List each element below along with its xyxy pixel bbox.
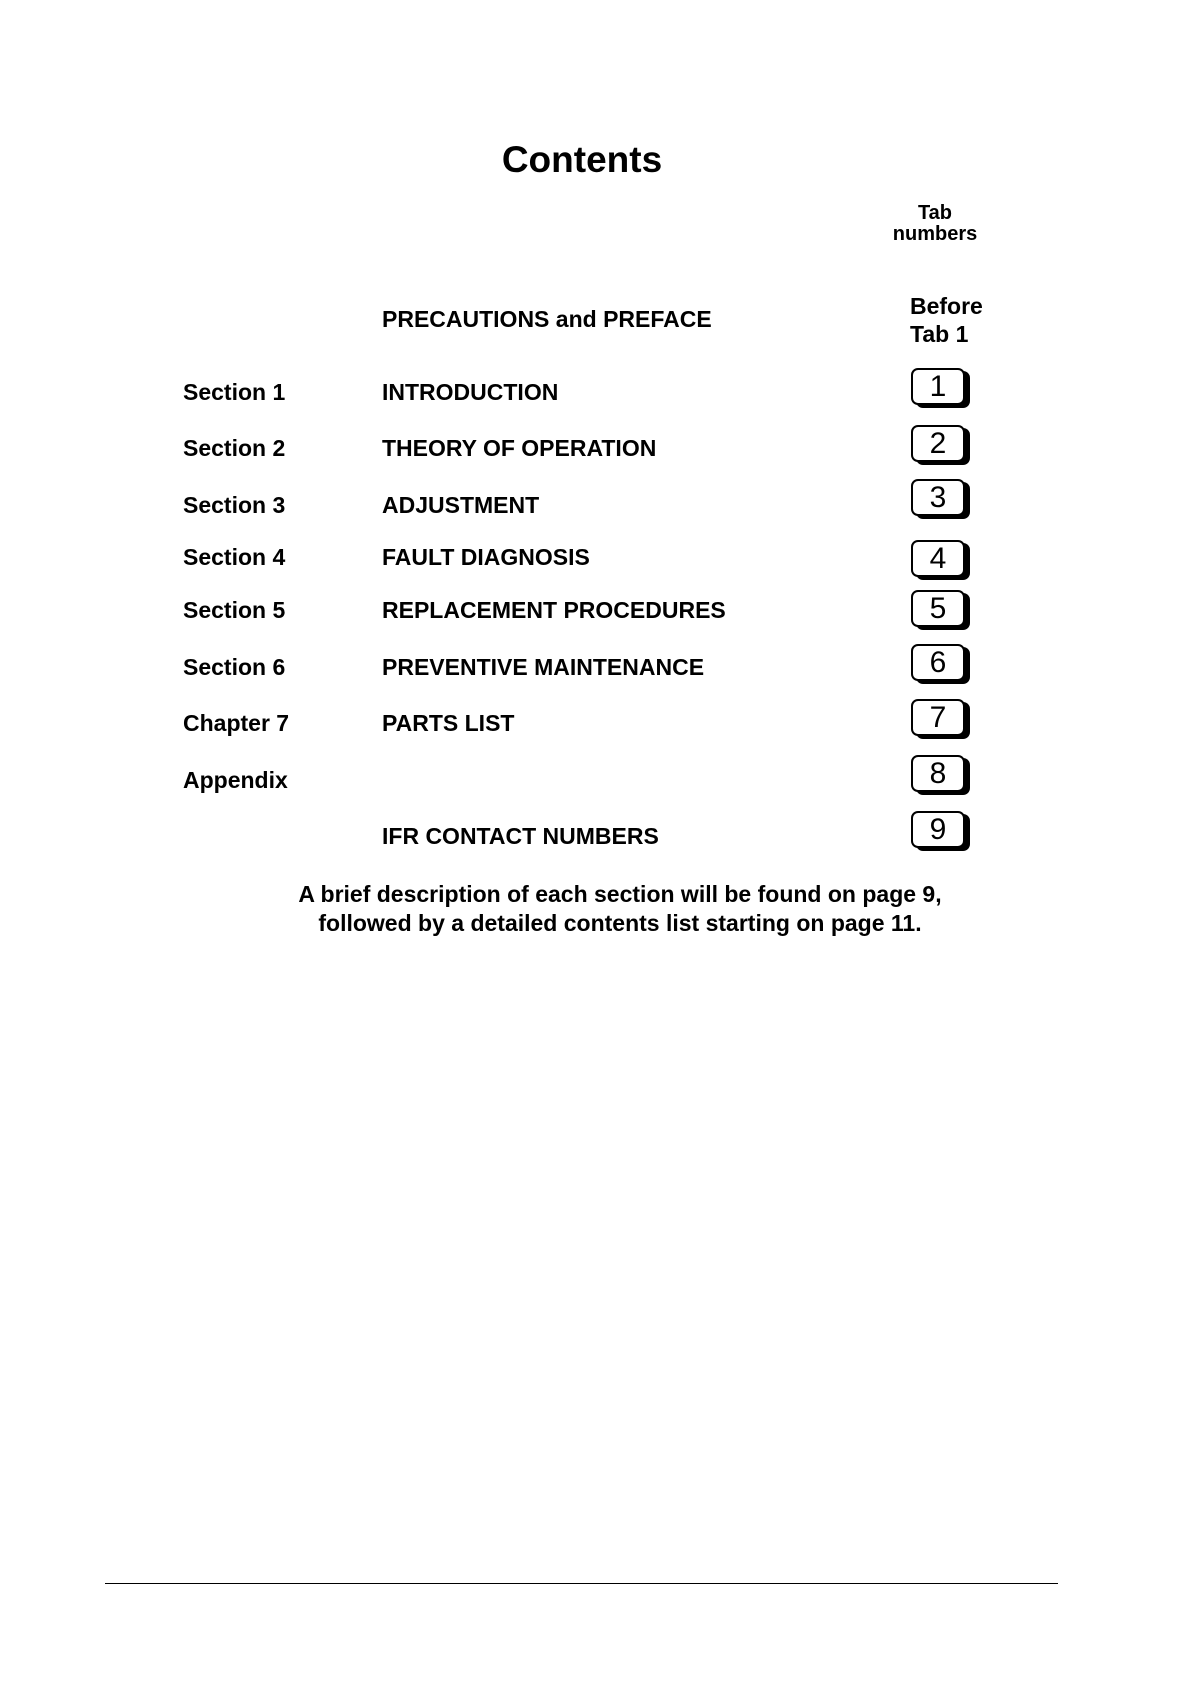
note-line2: followed by a detailed contents list starting on page 11. — [318, 910, 922, 936]
toc-row-title: PARTS LIST — [382, 710, 515, 736]
toc-row-label: Section 3 — [183, 492, 286, 518]
preface-tab-line2: Tab 1 — [910, 321, 969, 347]
note-line1: A brief description of each section will be found on page 9, — [298, 881, 942, 907]
tab-number-icon: 6 — [911, 644, 965, 681]
tab-number-icon: 9 — [911, 811, 965, 848]
toc-row-title: ADJUSTMENT — [382, 492, 540, 518]
toc-row-title: REPLACEMENT PROCEDURES — [382, 597, 726, 623]
tab-number-icon: 8 — [911, 755, 965, 792]
tab-number-icon: 4 — [911, 540, 965, 577]
toc-row-title: PREVENTIVE MAINTENANCE — [382, 654, 705, 680]
tab-header-line2: numbers — [892, 223, 978, 245]
toc-row-label: Section 2 — [183, 435, 286, 461]
toc-row-label: Section 5 — [183, 597, 286, 623]
tab-number-icon: 7 — [911, 699, 965, 736]
toc-row-label: Appendix — [183, 767, 288, 793]
tab-number-icon: 2 — [911, 425, 965, 462]
tab-number-icon: 3 — [911, 479, 965, 516]
toc-row-title: INTRODUCTION — [382, 379, 559, 405]
tab-header-line1: Tab — [917, 202, 953, 224]
tab-number-icon: 1 — [911, 368, 965, 405]
tab-numbers-header — [875, 203, 995, 245]
toc-row-title: IFR CONTACT NUMBERS — [382, 823, 659, 849]
contents-note — [220, 880, 1020, 938]
toc-row-label: Section 1 — [183, 379, 286, 405]
toc-row-label: Chapter 7 — [183, 710, 290, 736]
page-title: Contents — [501, 139, 663, 180]
toc-row-label: Section 4 — [183, 544, 286, 570]
toc-row-title: FAULT DIAGNOSIS — [382, 544, 590, 570]
toc-row-label: Section 6 — [183, 654, 286, 680]
tab-number-icon: 5 — [911, 590, 965, 627]
footer-divider — [105, 1583, 1058, 1584]
toc-row-title: THEORY OF OPERATION — [382, 435, 657, 461]
preface-tab-line1: Before — [910, 293, 983, 319]
preface-title: PRECAUTIONS and PREFACE — [382, 306, 712, 332]
preface-tab-label — [910, 292, 983, 348]
